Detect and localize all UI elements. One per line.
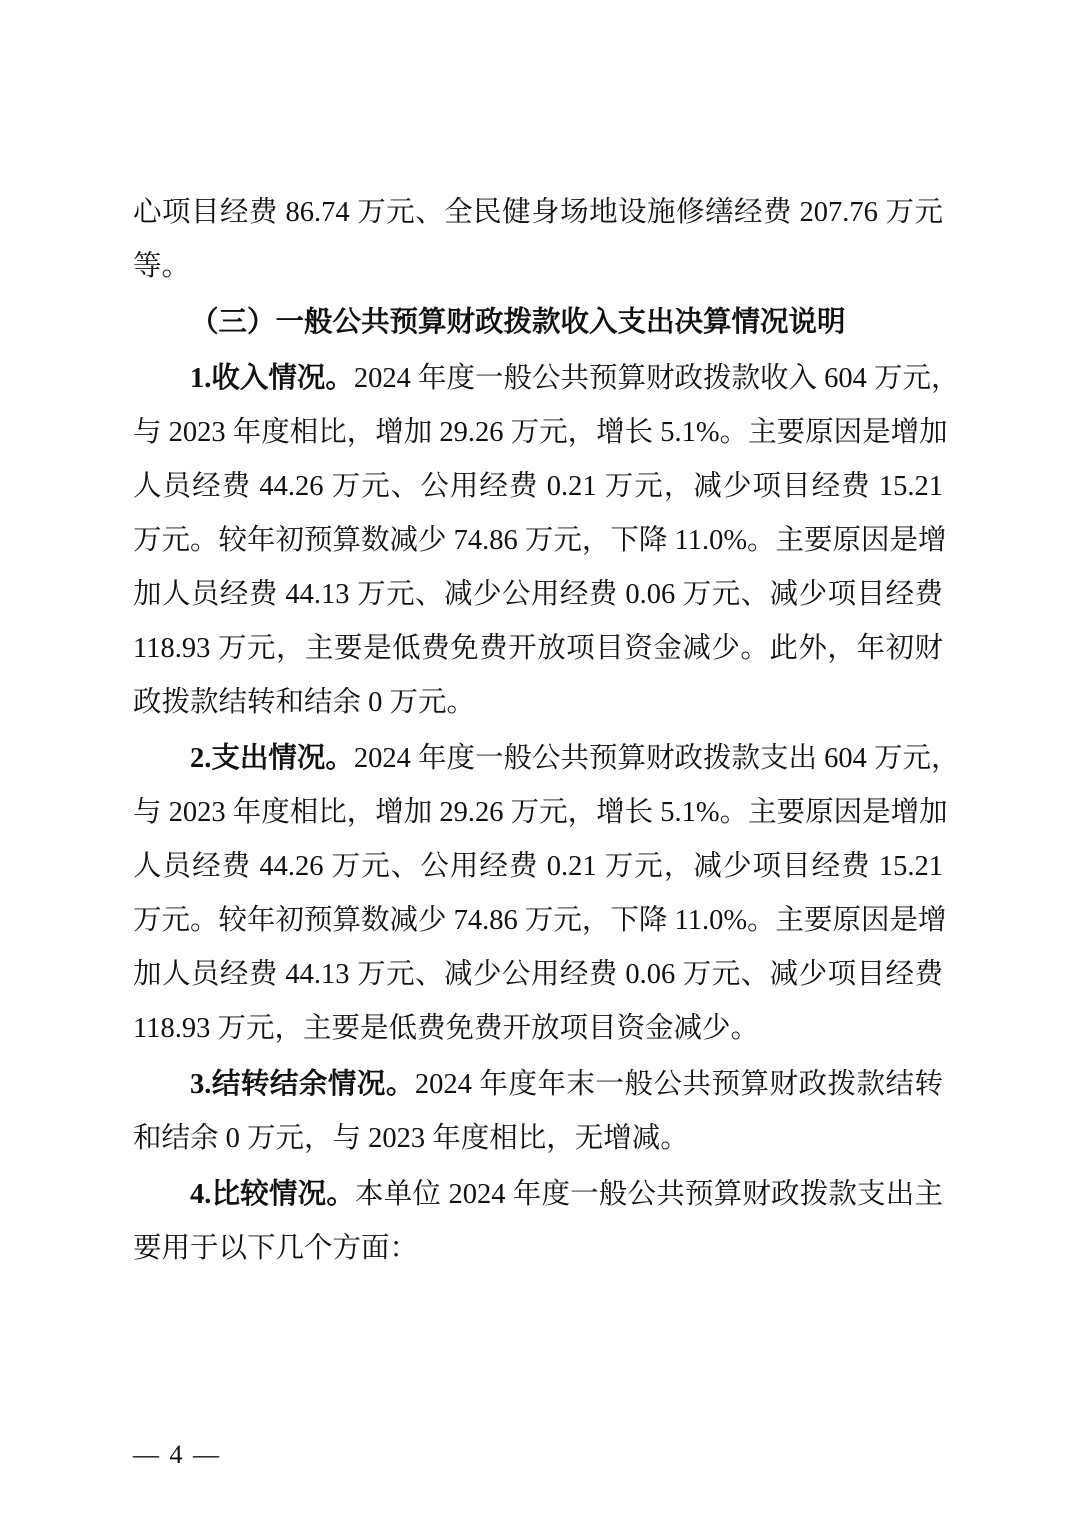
text-line (133, 460, 943, 514)
text-line (133, 732, 960, 786)
line-text: 加人员经费 44.13 万元、减少公用经费 0.06 万元、减少项目经费 (133, 959, 943, 990)
paragraph-lead: 3.结转结余情况。 (190, 1069, 415, 1100)
paragraph-lead: 2.支出情况。 (190, 743, 354, 774)
line-text: 加人员经费 44.13 万元、减少公用经费 0.06 万元、减少项目经费 (133, 579, 943, 610)
continuation-paragraph (133, 186, 943, 294)
line-text: 人员经费 44.26 万元、公用经费 0.21 万元，减少项目经费 15.21 (133, 851, 943, 882)
line-text: 和结余 0 万元，与 2023 年度相比，无增减。 (133, 1123, 689, 1154)
text-line (133, 514, 947, 568)
line-text: 与 2023 年度相比，增加 29.26 万元，增长 5.1%。主要原因是增加 (133, 417, 948, 448)
line-text: 118.93 万元，主要是低费免费开放项目资金减少。此外，年初财 (133, 633, 943, 664)
text-line (133, 894, 947, 948)
line-text: 人员经费 44.26 万元、公用经费 0.21 万元，减少项目经费 15.21 (133, 471, 943, 502)
paragraph (133, 1058, 943, 1166)
text-line: 等。 (133, 251, 191, 282)
document-body (133, 186, 960, 1278)
section-heading: （三）一般公共预算财政拨款收入支出决算情况说明 (190, 307, 846, 338)
line-text: 政拨款结转和结余 0 万元。 (133, 687, 476, 718)
text-line (133, 1222, 943, 1276)
text-line (133, 840, 943, 894)
line-text: 万元。较年初预算数减少 74.86 万元，下降 11.0%。主要原因是增 (133, 905, 947, 936)
text-line (133, 622, 943, 676)
line-text: 2024 年度一般公共预算财政拨款支出 604 万元， (353, 743, 960, 774)
text-line (133, 568, 943, 622)
line-text: 要用于以下几个方面： (133, 1233, 419, 1264)
line-text: 与 2023 年度相比，增加 29.26 万元，增长 5.1%。主要原因是增加 (133, 797, 948, 828)
text-line (133, 676, 943, 730)
line-text: 118.93 万元，主要是低费免费开放项目资金减少。 (133, 1013, 759, 1044)
text-line (133, 352, 960, 406)
text-line (133, 1168, 943, 1222)
line-text: 万元。较年初预算数减少 74.86 万元，下降 11.0%。主要原因是增 (133, 525, 947, 556)
paragraph-lead: 1.收入情况。 (190, 363, 354, 394)
line-text: 本单位 2024 年度一般公共预算财政拨款支出主 (355, 1179, 943, 1210)
line-text: 2024 年度年末一般公共预算财政拨款结转 (414, 1069, 943, 1100)
line-text: 2024 年度一般公共预算财政拨款收入 604 万元， (353, 363, 960, 394)
paragraph (133, 732, 960, 1056)
text-line (133, 1002, 943, 1056)
paragraph (133, 1168, 943, 1276)
text-line (133, 406, 948, 460)
page-number: — 4 — (133, 1440, 221, 1469)
text-line (133, 1112, 943, 1166)
text-line (133, 1058, 943, 1112)
text-line (133, 786, 948, 840)
paragraph (133, 352, 960, 730)
paragraph-lead: 4.比较情况。 (190, 1179, 356, 1210)
text-line: 心项目经费 86.74 万元、全民健身场地设施修缮经费 207.76 万元 (133, 197, 943, 228)
text-line (133, 948, 943, 1002)
